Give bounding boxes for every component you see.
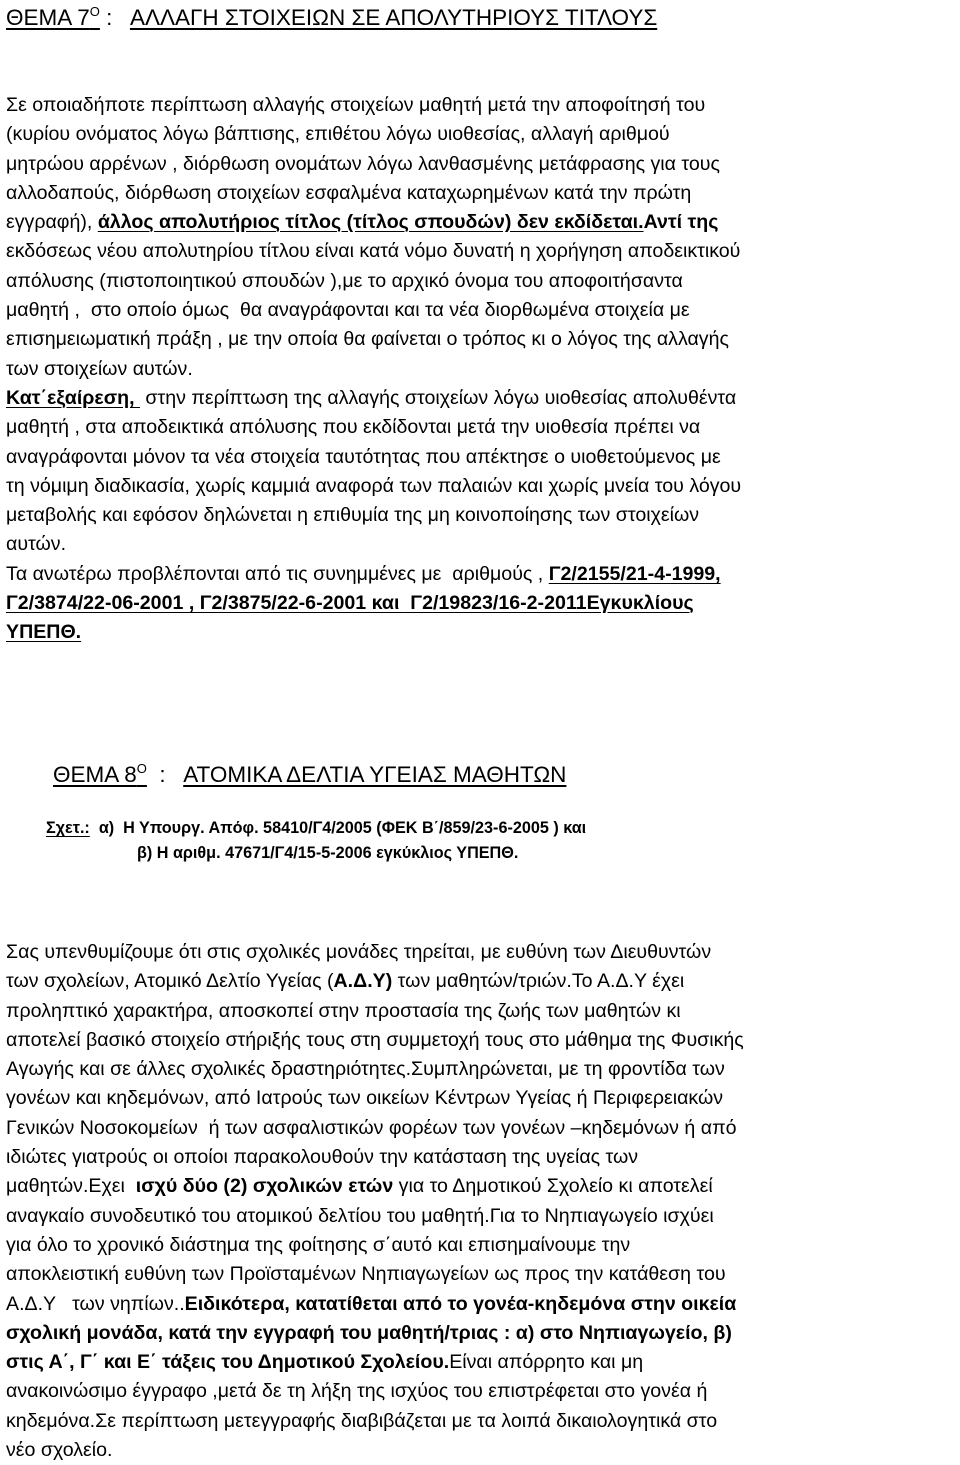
circular-reference: Γ2/3874/22-06-2001 , Γ2/3875/22-6-2001 και: [6, 592, 405, 615]
paragraph-line: μαθητή , στα αποδεικτικά απόλυσης που εκδίδονται μετά την υιοθεσία πρέπει να: [6, 416, 701, 439]
paragraph-line: κηδεμόνα.Σε περίπτωση μετεγγραφής διαβιβάζεται με τα λοιπά δικαιολογητικά στο: [6, 1409, 718, 1432]
heading-8-title: ΑΤΟΜΙΚΑ ΔΕΛΤΙΑ ΥΓΕΙΑΣ ΜΑΘΗΤΩΝ: [183, 762, 567, 787]
text-run: των σχολείων, Ατομικό Δελτίο Υγείας (: [6, 970, 334, 993]
text-run: των μαθητών/τριών.Το Α.Δ.Υ έχει: [392, 970, 685, 993]
emphasis-exception: Κατ΄εξαίρεση,: [6, 386, 140, 409]
heading-7-number: [6, 5, 100, 30]
heading-7-title: ΑΛΛΑΓΗ ΣΤΟΙΧΕΙΩΝ ΣΕ ΑΠΟΛΥΤΗΡΙΟΥΣ ΤΙΤΛΟΥΣ: [129, 5, 658, 30]
heading-8-separator: :: [146, 762, 184, 787]
emphasis-validity: ισχύ δύο (2) σχολικών ετών: [135, 1175, 394, 1198]
text-run: για το Δημοτικού Σχολείο κι αποτελεί: [393, 1175, 713, 1198]
reference-line: [46, 816, 586, 841]
paragraph-line: των στοιχείων αυτών.: [6, 357, 193, 380]
paragraph-line: προληπτικό χαρακτήρα, αποσκοπεί στην προστασία της ζωής των μαθητών κι: [6, 999, 681, 1022]
section-heading-7: [6, 4, 657, 35]
paragraph-line: [6, 1290, 956, 1319]
paragraph-line: αναγκαίο συνοδευτικό του ατομικού δελτίου του μαθητή.Για το Νηπιαγωγείο ισχύει: [6, 1204, 714, 1227]
reference-block: [46, 816, 586, 866]
paragraph-line: απόλυσης (πιστοποιητικού σπουδών ),με το αρχικό όνομα του αποφοιτήσαντα: [6, 269, 683, 292]
heading-7-superscript: Ο: [89, 4, 100, 19]
paragraph-line: [6, 560, 956, 589]
emphasis-no-new-title: άλλος απολυτήριος τίτλος (τίτλος σπουδών) δεν εκδίδεται.: [97, 211, 644, 234]
paragraph-line: γονέων και κηδεμόνων, από Ιατρούς των οικείων Κέντρων Υγείας ή Περιφερειακών: [6, 1087, 724, 1110]
text-run: στην περίπτωση της αλλαγής στοιχείων λόγω υιοθεσίας απολυθέντα: [139, 386, 737, 409]
ministry-abbreviation: ΥΠΕΠΘ.: [6, 621, 82, 644]
paragraph-line: ιδιώτες γιατρούς οι οποίοι παρακολουθούν την κατάσταση της υγείας των: [6, 1146, 639, 1169]
text-run: μαθητών.Εχει: [6, 1175, 136, 1198]
paragraph-line: [6, 967, 956, 996]
section-7-body: [6, 91, 956, 648]
paragraph-line: τη νόμιμη διαδικασία, χωρίς καμμιά αναφορά των παλαιών και χωρίς μνεία του λόγου: [6, 474, 742, 497]
paragraph-line: Σας υπενθυμίζουμε ότι στις σχολικές μονάδες τηρείται, με ευθύνη των Διευθυντών: [6, 941, 712, 963]
paragraph-line: αυτών.: [6, 533, 67, 556]
emphasis-submission: στις Α΄, Γ΄ και Ε΄ τάξεις του Δημοτικού Σχολείου.: [6, 1351, 450, 1374]
abbreviation-bold: Α.Δ.Υ): [333, 970, 393, 993]
reference-line: β) Η αριθμ. 47671/Γ4/15-5-2006 εγκύκλιος ΥΠΕΠΘ.: [137, 844, 519, 862]
text-run: Είναι απόρρητο και μη: [449, 1351, 644, 1374]
text-run: εγγραφή),: [6, 211, 98, 234]
paragraph-line: αποτελεί βασικό στοιχείο στήριξής τους στη συμμετοχή τους στο μάθημα της Φυσικής: [6, 1028, 744, 1051]
text-run-bold: Αντί της: [643, 211, 719, 234]
heading-8-superscript: Ο: [136, 761, 147, 776]
paragraph-line: [6, 1172, 956, 1201]
paragraph-line: επισημειωματική πράξη , με την οποία θα φαίνεται ο τρόπος κι ο λόγος της αλλαγής: [6, 328, 729, 351]
paragraph-line: Γενικών Νοσοκομείων ή των ασφαλιστικών φορέων των γονέων –κηδεμόνων ή από: [6, 1116, 737, 1139]
paragraph-line: Σε οποιαδήποτε περίπτωση αλλαγής στοιχείων μαθητή μετά την αποφοίτησή του: [6, 94, 706, 116]
paragraph-line: αποκλειστική ευθύνη των Προϊσταμένων Νηπιαγωγείων ως προς την κατάθεση του: [6, 1263, 726, 1286]
paragraph-line: [6, 1348, 956, 1377]
paragraph-line: ανακοινώσιμο έγγραφο ,μετά δε τη λήξη της ισχύος του επιστρέφεται στο γονέα ή: [6, 1380, 708, 1403]
text-run: Τα ανωτέρω προβλέπονται από τις συνημμένες με αριθμούς ,: [6, 562, 549, 585]
paragraph-line: αλλοδαπούς, διόρθωση στοιχείων εσφαλμένα καταχωρημένων κατά την πρώτη: [6, 181, 692, 204]
paragraph-line: αναγράφονται μόνον τα νέα στοιχεία ταυτότητας που απέκτησε ο υιοθετούμενος με: [6, 445, 721, 468]
paragraph-line: νέο σχολείο.: [6, 1439, 113, 1462]
paragraph-line: [6, 208, 956, 237]
paragraph-line: [6, 1319, 956, 1348]
heading-7-separator: :: [99, 5, 130, 30]
paragraph-line: μητρώου αρρένων , διόρθωση ονομάτων λόγω λανθασμένης μετάφρασης για τους: [6, 152, 720, 175]
reference-item: α) Η Υπουργ. Απόφ. 58410/Γ4/2005 (ΦΕΚ Β΄/859/23-6-2005 ) και: [89, 819, 587, 837]
paragraph-line: [6, 618, 956, 647]
paragraph-line: [6, 589, 956, 618]
text-run: Α.Δ.Υ των νηπίων..: [6, 1292, 185, 1315]
paragraph-line: [6, 384, 956, 413]
paragraph-line: μαθητή , στο οποίο όμως θα αναγράφονται και τα νέα διορθωμένα στοιχεία με: [6, 299, 690, 322]
paragraph-line: εκδόσεως νέου απολυτηρίου τίτλου είναι κατά νόμο δυνατή η χορήγηση αποδεικτικού: [6, 240, 741, 263]
circular-reference: Γ2/2155/21-4-1999,: [548, 562, 721, 585]
section-heading-8: [53, 761, 566, 792]
emphasis-submission: σχολική μονάδα, κατά την εγγραφή του μαθητή/τριας : α) στο Νηπιαγωγείο, β): [6, 1321, 732, 1344]
heading-7-prefix: ΘΕΜΑ 7: [6, 5, 90, 30]
heading-8-number: [53, 762, 147, 787]
section-8-body: [6, 938, 956, 1465]
paragraph-line: Αγωγής και σε άλλες σχολικές δραστηριότητες.Συμπληρώνεται, με τη φροντίδα των: [6, 1058, 725, 1081]
paragraph-line: για όλο το χρονικό διάστημα της φοίτησης σ΄αυτό και επισημαίνουμε την: [6, 1233, 631, 1256]
paragraph-line: μεταβολής και εφόσον δηλώνεται η επιθυμία της μη κοινοποίησης των στοιχείων: [6, 504, 700, 527]
circular-reference: Γ2/19823/16-2-2011Εγκυκλίους: [404, 592, 694, 615]
heading-8-prefix: ΘΕΜΑ 8: [53, 762, 137, 787]
reference-label: Σχετ.:: [46, 819, 90, 837]
emphasis-submission: Ειδικότερα, κατατίθεται από το γονέα-κηδεμόνα στην οικεία: [184, 1292, 737, 1315]
paragraph-line: (κυρίου ονόματος λόγω βάπτισης, επιθέτου λόγω υιοθεσίας, αλλαγή αριθμού: [6, 123, 670, 146]
